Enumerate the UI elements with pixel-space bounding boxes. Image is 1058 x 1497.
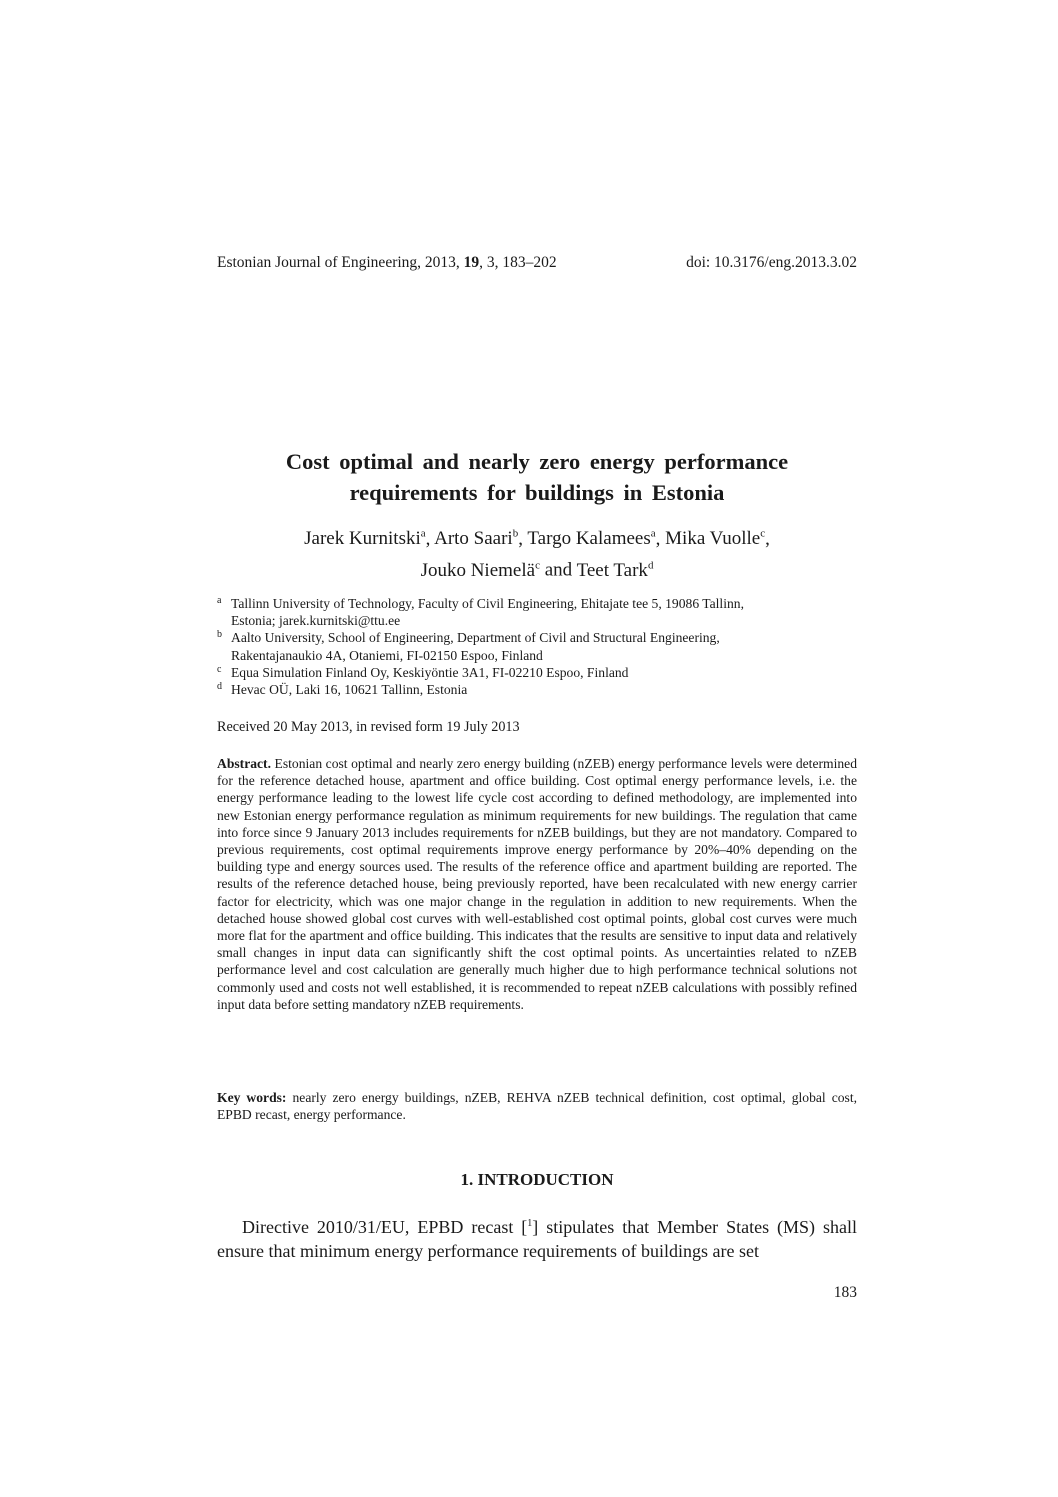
article-title <box>217 446 857 508</box>
keywords <box>217 1089 857 1123</box>
abstract <box>217 755 857 1013</box>
author-line-1: Jarek Kurnitski$^a$, Arto Saari$^b$, Targo Kalamees$^a$, Mika Vuolle$^c$, <box>304 528 770 550</box>
section-heading: 1. INTRODUCTION <box>460 1170 614 1189</box>
received-dates: Received 20 May 2013, in revised form 19 July 2013 <box>217 719 520 735</box>
author: Jouko Niemelä$^c$ <box>420 559 540 581</box>
doi-text: doi: 10.3176/eng.2013.3.02 <box>686 254 857 271</box>
abstract-text: Estonian cost optimal and nearly zero energy building (nZEB) energy performance levels were determined for the reference detached house, apartment and office building. Cost optimal energy performance levels, i.e. the energy performance leading to the lowest life cycle cost according to defined methodology, are implemented into new Estonian energy performance regulation as minimum requirements for new buildings. The regulation that came into force since 9 January 2013 includes requirements for nZEB buildings, but they are not mandatory. Compared to previous requirements, cost optimal requirements improve energy performance by 20%–40% depending on the building type and energy sources used. The results of the reference office and apartment building are reported. The results of the reference detached house, being previously reported, have been recalculated with new energy carrier factor for electricity, which was one major change in the regulation in addition to new requirements. When the detached house showed global cost curves with well-established cost optimal points, global cost curves were much more flat for the apartment and office building. This indicates that the results are sensitive to input data and relatively small changes in input data can significantly shift the cost optimal points. As uncertainties related to nZEB performance level and cost calculation are generally much higher due to high performance technical solutions not commonly used and costs not well established, it is recommended to repeat nZEB calculations with possibly refined input data before setting mandatory nZEB requirements. <box>217 756 857 1012</box>
reference-citation[interactable]: 1 <box>527 1218 533 1229</box>
affiliation-list <box>217 595 857 698</box>
author: Arto Saari$^b$ <box>434 528 519 550</box>
running-header <box>217 254 857 272</box>
author: Targo Kalamees$^a$ <box>527 528 656 550</box>
title-line-2: requirements for buildings in Estonia <box>349 480 725 505</box>
journal-citation: Estonian Journal of Engineering, 2013, 19, 3, 183–202 <box>217 254 557 271</box>
author: Jarek Kurnitski$^a$ <box>304 528 426 550</box>
affiliation-item: a Tallinn University of Technology, Faculty of Civil Engineering, Ehitajate tee 5, 19086 Tallinn, Estonia; jarek.kurnitski@ttu.ee <box>217 595 744 629</box>
affiliation-item: c Equa Simulation Finland Oy, Keskiyöntie 3A1, FI-02210 Espoo, Finland <box>217 663 629 680</box>
abstract-label: Abstract. <box>217 756 271 771</box>
author-line-2: Jouko Niemelä$^c$ and Teet Tark$^d$ <box>420 559 654 581</box>
author-list <box>217 521 857 584</box>
keywords-label: Key words: <box>217 1090 287 1105</box>
page-number: 183 <box>833 1284 857 1301</box>
keywords-text: nearly zero energy buildings, nZEB, REHVA nZEB technical definition, cost optimal, global cost, EPBD recast, energy performance. <box>217 1090 857 1123</box>
intro-paragraph: Directive 2010/31/EU, EPBD recast [$^1$] stipulates that Member States (MS) shall ensure that minimum energy performance requirements of buildings are set <box>217 1217 857 1261</box>
author: Teet Tark$^d$ <box>576 559 654 581</box>
affiliation-item: b Aalto University, School of Engineering, Department of Civil and Structural Engineering, Rakentajanaukio 4A, Otaniemi, FI-02150 Espoo, Finland <box>217 629 720 663</box>
title-line-1: Cost optimal and nearly zero energy performance <box>285 449 789 474</box>
affiliation-item: d Hevac OÜ, Laki 16, 10621 Tallinn, Estonia <box>217 681 468 698</box>
author: Mika Vuolle$^c$ <box>665 528 766 550</box>
